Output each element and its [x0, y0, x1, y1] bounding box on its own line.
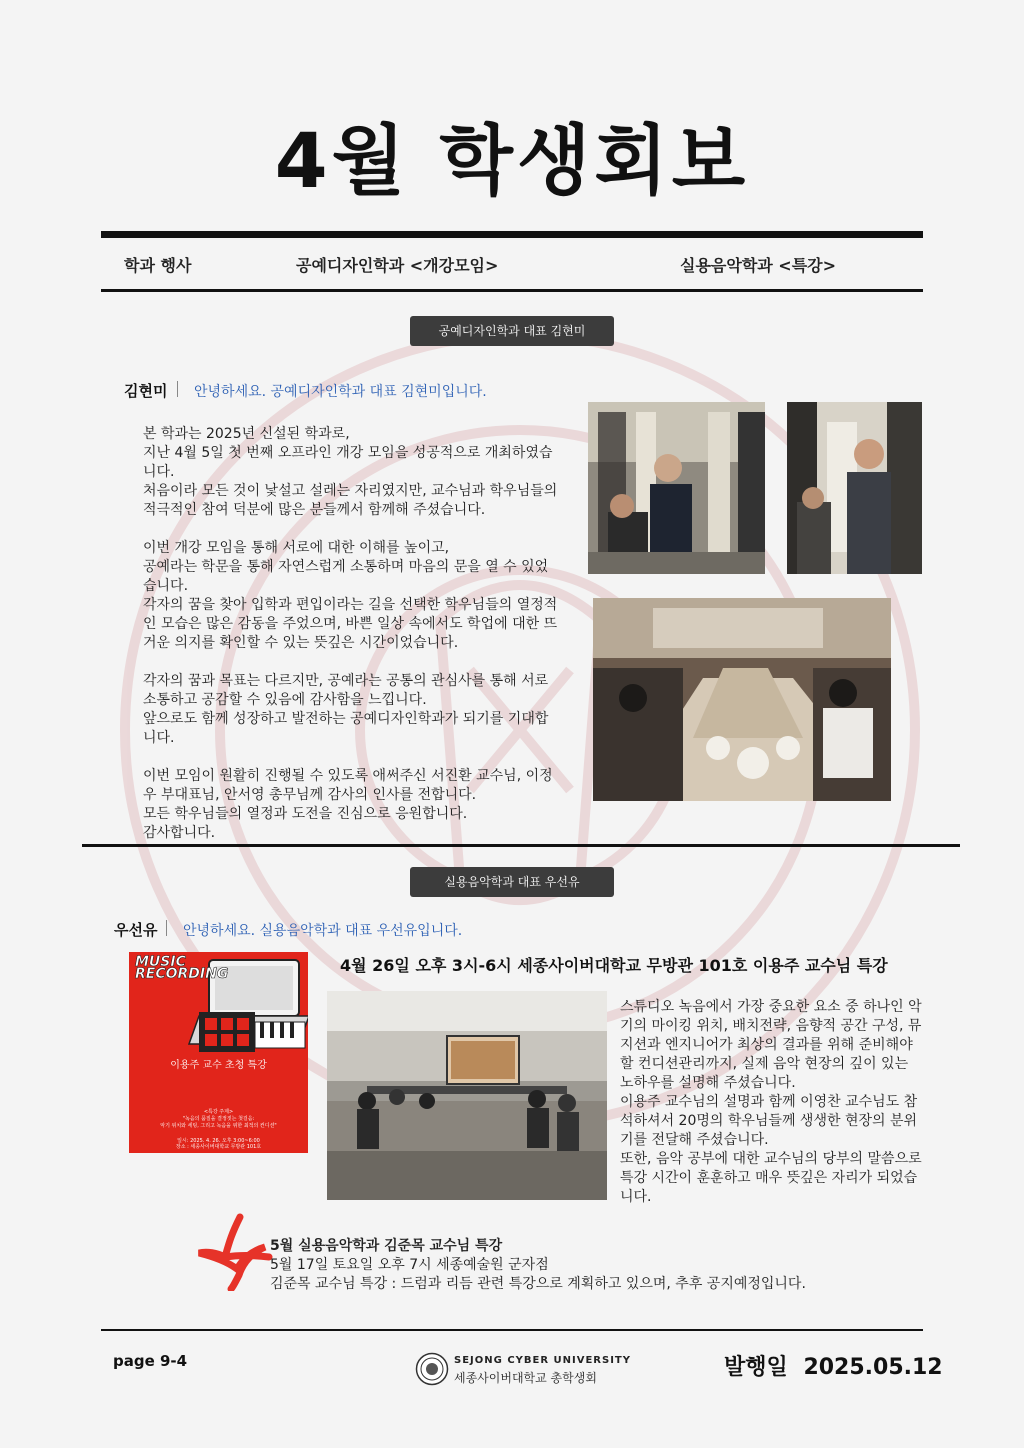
craft-body-line: 습니다. [143, 578, 189, 594]
craft-body-line: 모든 학우님들의 열정과 도전을 진심으로 응원합니다. [143, 806, 468, 822]
craft-body-line: 감사합니다. [143, 825, 216, 841]
music-body-line: 지션과 엔지니어가 최상의 결과를 위해 준비해야 [620, 1037, 913, 1053]
craft-body-line: 이번 개강 모임을 통해 서로에 대한 이해를 높이고, [143, 540, 450, 556]
upcoming-when: 5월 17일 토요일 오후 7시 세종예술원 군자점 [270, 1257, 549, 1273]
lecture-poster [129, 952, 308, 1153]
poster-title-line2: RECORDING [135, 966, 229, 982]
nav-item-music[interactable]: 실용음악학과 <특강> [680, 256, 837, 275]
music-headline: 4월 26일 오후 3시-6시 세종사이버대학교 무방관 101호 이용주 교수님 특강 [340, 956, 888, 975]
issue-date: 2025.05.12 [803, 1355, 943, 1380]
craft-body-line: 각자의 꿈과 목표는 다르지만, 공예라는 공통의 관심사를 통해 서로 [143, 673, 549, 689]
photo-professor-speaking [588, 402, 765, 574]
upcoming-lecture-block [270, 1237, 806, 1294]
photo-lecture-room [327, 991, 607, 1200]
upcoming-title: 5월 실용음악학과 김준목 교수님 특강 [270, 1238, 503, 1254]
craft-body-line: 지난 4월 5일 첫 번째 오프라인 개강 모임을 성공적으로 개최하였습 [143, 445, 553, 461]
music-body-line: 할 컨디션관리까지, 실제 음악 현장의 깊이 있는 [620, 1056, 909, 1072]
music-body-line: 스튜디오 녹음에서 가장 중요한 요소 중 하나인 악 [620, 999, 922, 1015]
craft-body-line [143, 653, 583, 672]
craft-body-line [143, 748, 583, 767]
craft-body-line [143, 520, 583, 539]
craft-body-line: 적극적인 참여 덕분에 많은 분들께서 함께해 주셨습니다. [143, 502, 486, 518]
logo-english: SEJONG CYBER UNIVERSITY [454, 1355, 631, 1366]
upcoming-desc: 김준목 교수님 특강 : 드럼과 리듬 관련 특강으로 계획하고 있으며, 추후 공지예정입니다. [270, 1276, 806, 1292]
photo-representative-standing [787, 402, 922, 574]
poster-title-line1: MUSIC [135, 954, 186, 970]
craft-body-line: 본 학과는 2025년 신설된 학과로, [143, 426, 350, 442]
craft-rep-name: 김현미 [124, 382, 168, 400]
page-title: 4월 학생회보 [274, 116, 750, 205]
music-rep-name: 우선유 [114, 921, 158, 939]
music-body-line: 석하셔서 20명의 학우님들께 생생한 현장의 분위 [620, 1113, 918, 1129]
music-article-body [620, 998, 938, 1207]
logo-korean: 세종사이버대학교 총학생회 [454, 1371, 597, 1385]
music-rep-pill: 실용음악학과 대표 우선유 [410, 867, 614, 897]
music-body-line: 기의 마이킹 위치, 배치전략, 음향적 공간 구성, 뮤 [620, 1018, 922, 1034]
university-logo-icon [415, 1352, 449, 1386]
craft-rep-pill: 공예디자인학과 대표 김현미 [410, 316, 614, 346]
star-icon [195, 1213, 273, 1291]
craft-body-line: 거운 의지를 확인할 수 있는 뜻깊은 시간이었습니다. [143, 635, 459, 651]
craft-body-line: 이번 모임이 원활히 진행될 수 있도록 애써주신 서진환 교수님, 이정 [143, 768, 553, 784]
music-body-line: 이용주 교수님의 설명과 함께 이영찬 교수님도 참 [620, 1094, 918, 1110]
music-body-line: 기를 전달해 주셨습니다. [620, 1132, 769, 1148]
craft-body-line: 우 부대표님, 안서영 총무님께 감사의 인사를 전합니다. [143, 787, 477, 803]
footer-rule [101, 1329, 923, 1331]
section-divider [82, 844, 960, 847]
craft-greeting: 안녕하세요. 공예디자인학과 대표 김현미입니다. [194, 384, 487, 400]
craft-body-line: 인 모습은 많은 감동을 주었으며, 바쁜 일상 속에서도 학업에 대한 뜨 [143, 616, 558, 632]
music-body-line: 특강 시간이 훈훈하고 매우 뜻깊은 자리가 되었습 [620, 1170, 918, 1186]
music-body-line: 노하우를 설명해 주셨습니다. [620, 1075, 796, 1091]
poster-theme-block: <특강 주제> "녹음의 품질을 결정짓는 첫걸음: 악기 위치와 세팅, 그리고 녹음을 위한 최적의 컨디션" [160, 1109, 277, 1129]
greeting-separator [177, 381, 178, 397]
photo-banquet-hall [593, 598, 891, 801]
poster-date-place: 일시: 2025. 4. 26. 오후 3:00~6:00 장소 : 세종사이버대학교 무방관 101호 [175, 1138, 262, 1150]
craft-body-line: 니다. [143, 464, 175, 480]
craft-body-line: 앞으로도 함께 성장하고 발전하는 공예디자인학과가 되기를 기대합 [143, 711, 549, 727]
music-greeting: 안녕하세요. 실용음악학과 대표 우선유입니다. [183, 923, 463, 939]
header-bottom-rule [101, 289, 923, 292]
music-body-line: 니다. [620, 1189, 652, 1205]
craft-body-line: 각자의 꿈을 찾아 입학과 편입이라는 길을 선택한 학우님들의 열정적 [143, 597, 558, 613]
music-body-line: 또한, 음악 공부에 대한 교수님의 당부의 말씀으로 [620, 1151, 922, 1167]
craft-body-line: 처음이라 모든 것이 낯설고 설레는 자리였지만, 교수님과 학우님들의 [143, 483, 558, 499]
issue-label: 발행일 [724, 1355, 788, 1380]
nav-section-label: 학과 행사 [124, 256, 192, 275]
page-number: page 9-4 [113, 1352, 188, 1370]
craft-body-line: 소통하고 공감할 수 있음에 감사함을 느낍니다. [143, 692, 427, 708]
nav-item-craft[interactable]: 공예디자인학과 <개강모임> [296, 256, 499, 275]
craft-article-body [143, 425, 583, 843]
issue-date-block [724, 1350, 943, 1381]
header-top-rule [101, 231, 923, 238]
craft-body-line: 공예라는 학문을 통해 자연스럽게 소통하며 마음의 문을 열 수 있었 [143, 559, 549, 575]
poster-caption: 이용주 교수 초청 특강 [170, 1060, 267, 1071]
greeting-separator-music [166, 920, 167, 936]
craft-body-line: 니다. [143, 730, 175, 746]
